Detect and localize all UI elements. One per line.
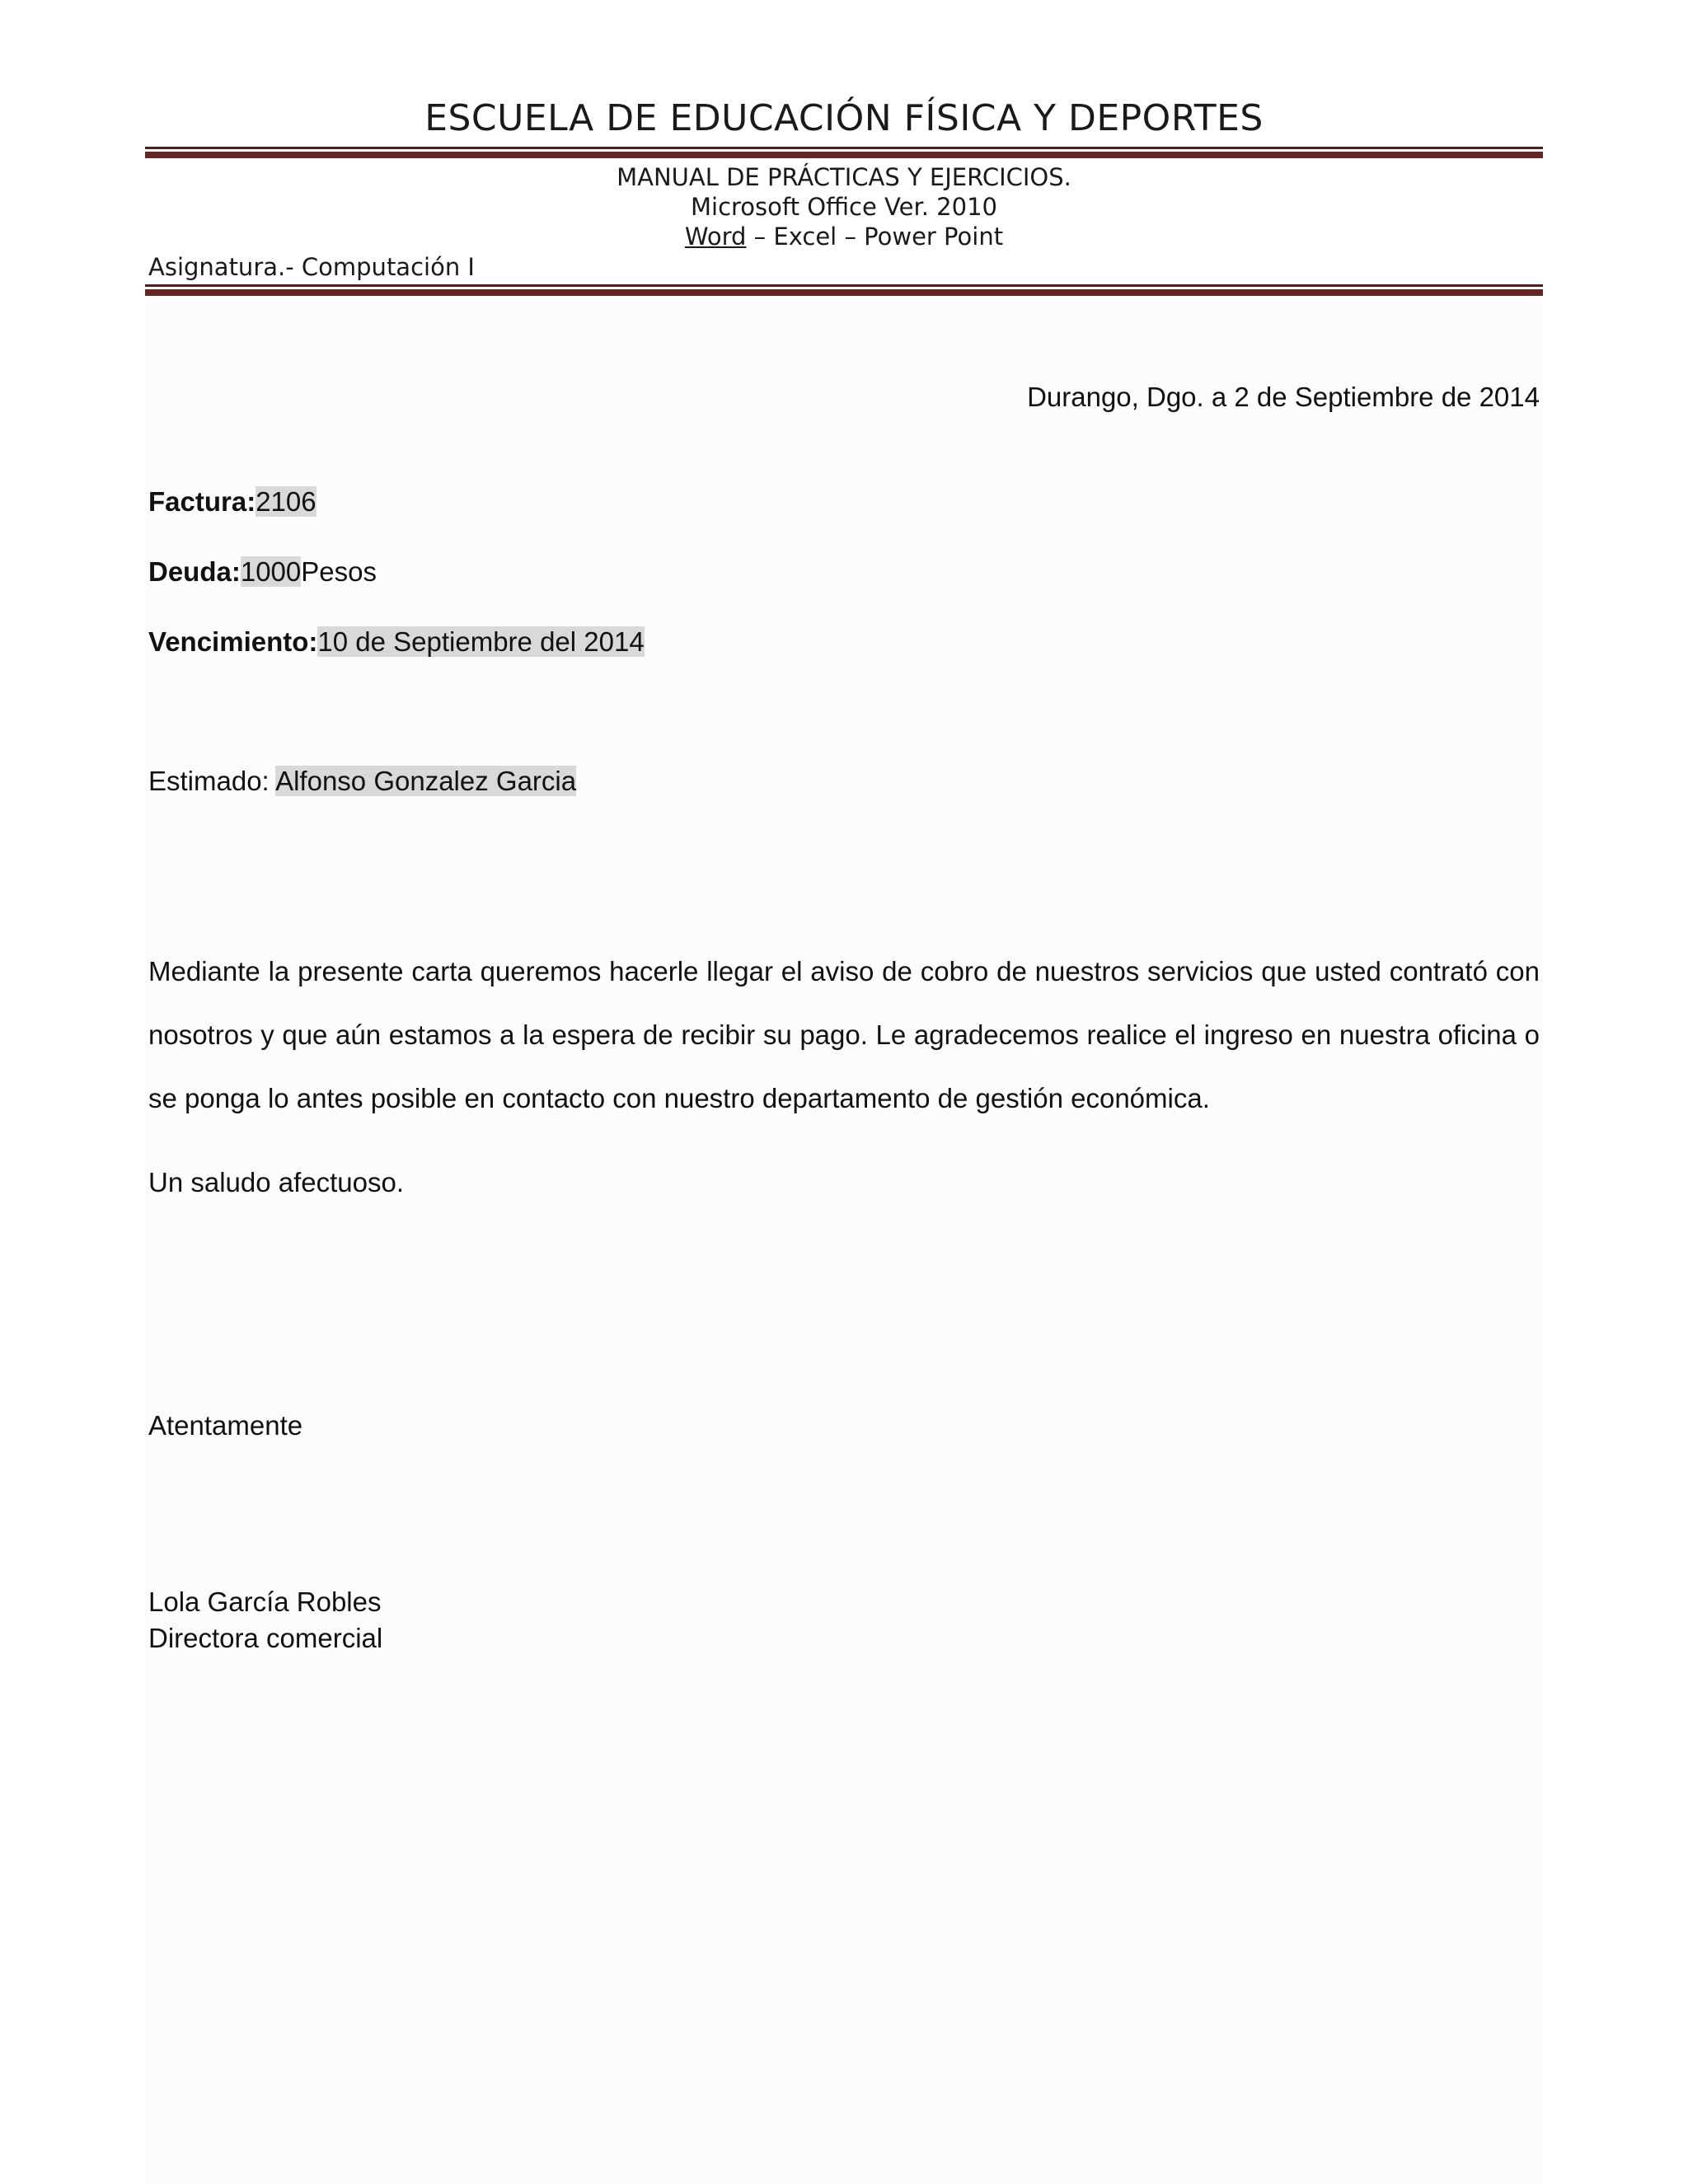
invoice-label: Factura:: [148, 486, 256, 517]
closing-line: Un saludo afectuoso.: [148, 1167, 405, 1197]
header-bottom-rule: [145, 284, 1543, 296]
header-top-rule: [145, 147, 1543, 158]
sign-off: Atentamente: [148, 1410, 303, 1441]
office-version: Microsoft Office Ver. 2010: [691, 193, 997, 221]
office-apps-line: [0, 222, 1688, 251]
word-label: Word: [684, 223, 747, 251]
signer-role: Directora comercial: [148, 1623, 383, 1653]
debt-field: [148, 555, 377, 588]
signer-name: Lola García Robles: [148, 1586, 382, 1617]
due-date-label: Vencimiento:: [148, 626, 318, 657]
invoice-field: [148, 485, 316, 518]
greeting: [148, 765, 576, 798]
debt-label: Deuda:: [148, 556, 241, 587]
letter-body: Mediante la presente carta queremos hacerle llegar el aviso de cobro de nuestros servicios que usted contrató con nosotros y que aún estamos a la espera de recibir su pago. Le agradecemos realice el ingreso en nuestra oficina o se ponga lo antes posible en contacto con nuestro departamento de gestión económica.: [148, 956, 1540, 1113]
recipient-name: Alfonso Gonzalez Garcia: [275, 766, 577, 796]
other-apps-label: – Excel – Power Point: [746, 223, 1004, 251]
due-date-value: 10 de Septiembre del 2014: [317, 626, 645, 657]
greeting-label: Estimado:: [148, 766, 276, 796]
manual-title: MANUAL DE PRÁCTICAS Y EJERCICIOS.: [617, 163, 1071, 191]
subject-label: Asignatura.- Computación I: [148, 253, 475, 281]
school-title: ESCUELA DE EDUCACIÓN FÍSICA Y DEPORTES: [424, 97, 1264, 139]
due-date-field: [148, 626, 645, 658]
place-date: Durango, Dgo. a 2 de Septiembre de 2014: [1027, 382, 1540, 412]
debt-unit: Pesos: [301, 556, 377, 587]
invoice-value: 2106: [256, 486, 316, 517]
debt-value: 1000: [240, 556, 302, 587]
